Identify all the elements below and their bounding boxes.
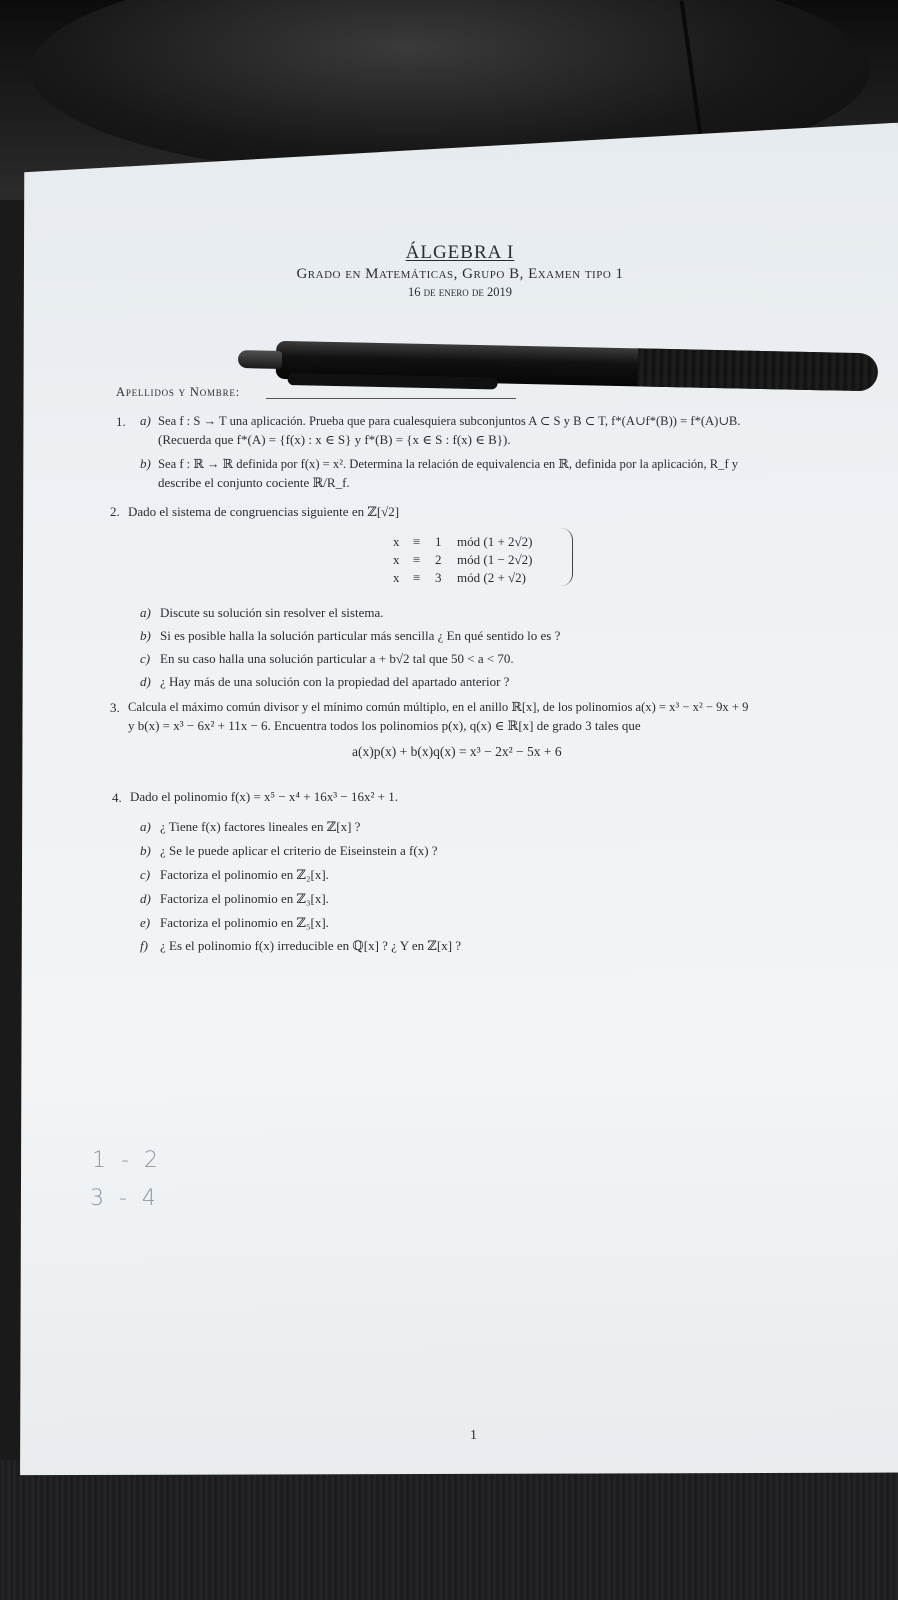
- q4-intro: Dado el polinomio f(x) = x⁵ − x⁴ + 16x³ − 16x² + 1.: [130, 789, 398, 804]
- q2-number: 2.: [110, 504, 120, 519]
- background-fabric: [0, 1460, 898, 1600]
- q1b-line1: Sea f : ℝ → ℝ definida por f(x) = x². Determina la relación de equivalencia en ℝ, definida por la aplicación, R_f y: [158, 457, 739, 471]
- q2c-label: c): [140, 651, 151, 666]
- q4d-text: Factoriza el polinomio en ℤ₃[x].: [160, 891, 329, 906]
- congruence-val: 1: [435, 534, 442, 549]
- q4a-text: ¿ Tiene f(x) factores lineales en ℤ[x] ?: [160, 819, 361, 834]
- q1-number: 1.: [116, 414, 126, 429]
- q2d-label: d): [140, 674, 151, 689]
- congruence-val: 2: [435, 552, 442, 567]
- congruence-mod: mód (2 + √2): [457, 570, 526, 585]
- exam-subtitle: Grado en Matemáticas, Grupo B, Examen tipo 1: [296, 266, 624, 282]
- q2b-label: b): [140, 628, 151, 643]
- q4-number: 4.: [112, 790, 122, 805]
- congruence-rel: ≡: [413, 552, 421, 567]
- congruence-mod: mód (1 + 2√2): [457, 534, 533, 549]
- q3-formula: a(x)p(x) + b(x)q(x) = x³ − 2x² − 5x + 6: [352, 744, 562, 759]
- name-label: Apellidos y Nombre:: [116, 385, 240, 399]
- q2-intro: Dado el sistema de congruencias siguiente en ℤ[√2]: [128, 504, 400, 519]
- congruence-row: [393, 569, 533, 587]
- exam-title: ÁLGEBRA I: [405, 242, 515, 263]
- congruence-val: 3: [435, 570, 442, 585]
- page-number: 1: [470, 1428, 477, 1443]
- q4e-label: e): [140, 915, 151, 930]
- q4d-label: d): [140, 891, 151, 906]
- q4b-text: ¿ Se le puede aplicar el criterio de Eiseinstein a f(x) ?: [160, 843, 438, 858]
- right-brace: [560, 528, 573, 586]
- pen-grip: [638, 348, 879, 391]
- q1a-line2: (Recuerda que f*(A) = {f(x) : x ∈ S} y f*(B) = {x ∈ S : f(x) ∈ B}).: [158, 432, 511, 447]
- handwritten-note-2: 3 - 4: [90, 1186, 160, 1211]
- q3-line2: y b(x) = x³ − 6x² + 11x − 6. Encuentra todos los polinomios p(x), q(x) ∈ ℝ[x] de grado 3 tales que: [128, 718, 641, 733]
- congruence-mod: mód (1 − 2√2): [457, 552, 533, 567]
- q2a-text: Discute su solución sin resolver el sistema.: [160, 605, 384, 620]
- q4b-label: b): [140, 843, 151, 858]
- q4f-text: ¿ Es el polinomio f(x) irreducible en ℚ[x] ? ¿ Y en ℤ[x] ?: [160, 938, 462, 953]
- exam-header: [200, 242, 720, 300]
- q1a-label: a): [140, 413, 151, 428]
- congruence-row: [393, 551, 533, 569]
- q2d-text: ¿ Hay más de una solución con la propiedad del apartado anterior ?: [160, 674, 510, 689]
- q2c-text: En su caso halla una solución particular a + b√2 tal que 50 < a < 70.: [160, 651, 514, 666]
- q1a-line1: Sea f : S → T una aplicación. Prueba que para cualesquiera subconjuntos A ⊂ S y B ⊂ T, f*(A∪f*(B)) = f*(A)∪B.: [158, 414, 741, 428]
- congruence-var: x: [393, 570, 400, 585]
- q3-line1: Calcula el máximo común divisor y el mínimo común múltiplo, en el anillo ℝ[x], de los polinomios a(x) = x³ − x² − 9x + 9: [128, 700, 749, 714]
- congruence-system: [393, 533, 533, 587]
- q4c-label: c): [140, 867, 151, 882]
- name-field-line: [266, 398, 516, 399]
- congruence-rel: ≡: [413, 570, 421, 585]
- q1b-line2: describe el conjunto cociente ℝ/R_f.: [158, 475, 350, 490]
- congruence-row: [393, 533, 533, 551]
- q4c-text: Factoriza el polinomio en ℤ₂[x].: [160, 867, 329, 882]
- congruence-var: x: [393, 552, 400, 567]
- exam-date: 16 de enero de 2019: [408, 285, 512, 299]
- q2a-label: a): [140, 605, 151, 620]
- q4f-label: f): [140, 938, 148, 953]
- q2b-text: Si es posible halla la solución particular más sencilla ¿ En qué sentido lo es ?: [160, 628, 561, 643]
- handwritten-note-1: 1 - 2: [92, 1148, 162, 1173]
- congruence-rel: ≡: [413, 534, 421, 549]
- q3-number: 3.: [110, 700, 120, 715]
- q1b-label: b): [140, 456, 151, 471]
- q4a-label: a): [140, 819, 151, 834]
- pen-tip: [238, 350, 282, 369]
- congruence-var: x: [393, 534, 400, 549]
- q4e-text: Factoriza el polinomio en ℤ₅[x].: [160, 915, 329, 930]
